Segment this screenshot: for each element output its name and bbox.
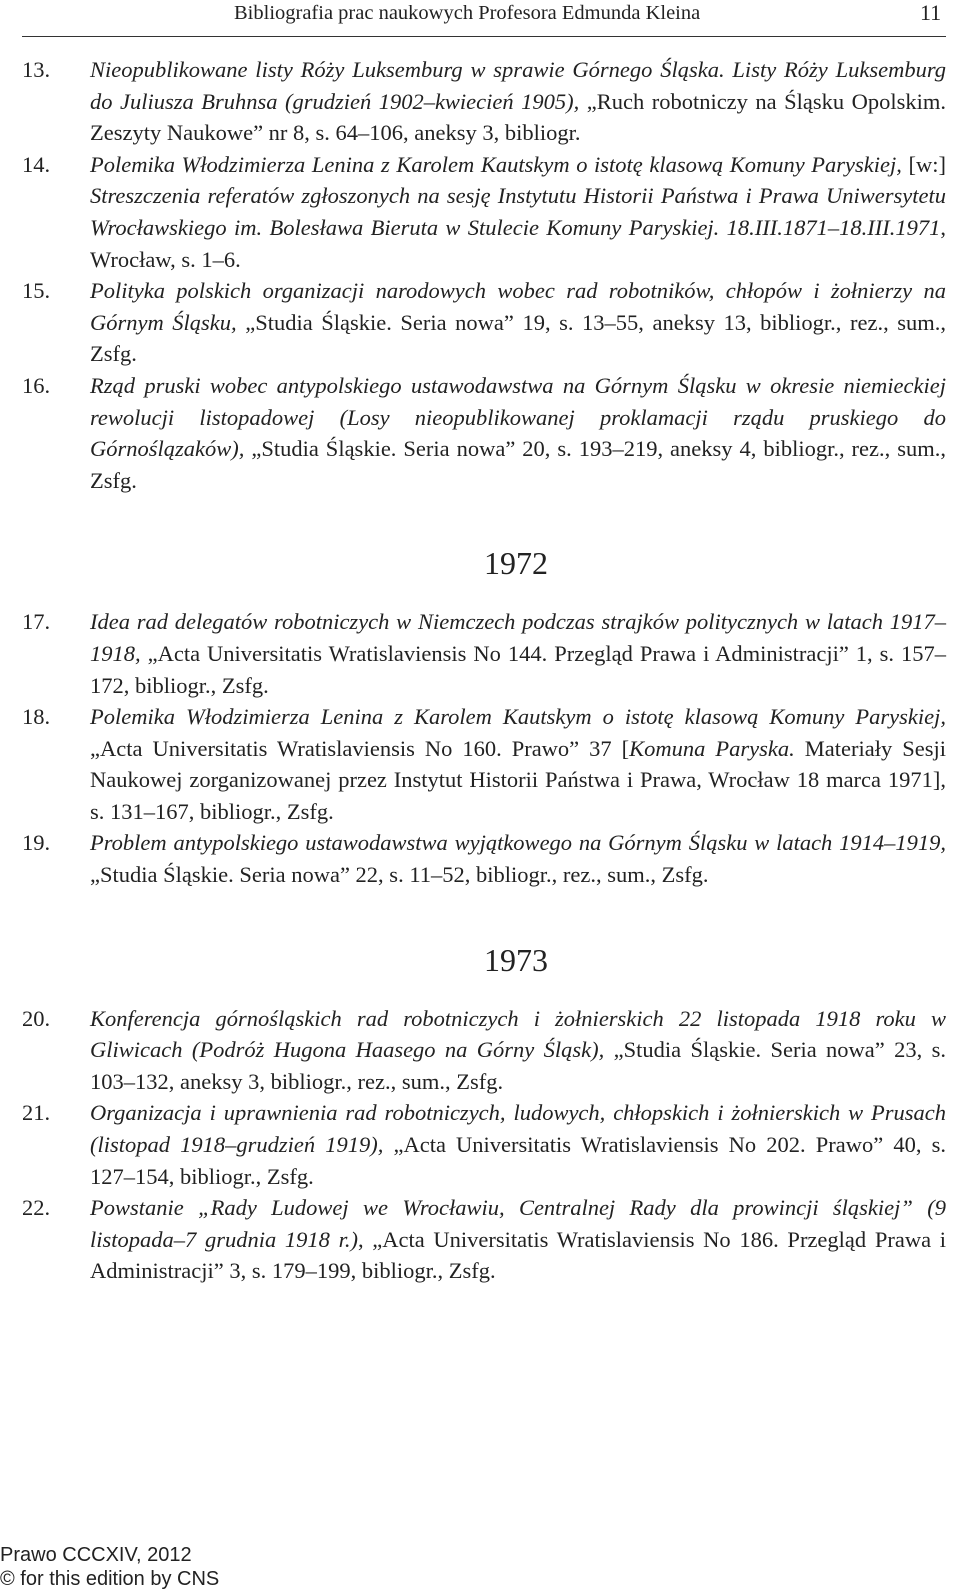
entry-number: 16. <box>22 372 51 398</box>
entry-text <box>90 1003 946 1098</box>
bibliography-entry <box>22 275 946 370</box>
entry-title-part: Organizacja i uprawnienia rad robotniczych, ludowych, chłopskich i żołnierskich w Prusach (listopad 1918–grudzień 1919), <box>90 1100 946 1158</box>
entry-number: 15. <box>22 278 51 304</box>
footer-journal: Prawo CCCXIV, 2012 <box>0 1544 192 1566</box>
entry-number: 18. <box>22 704 51 730</box>
entry-title-part: Polityka polskich organizacji narodowych wobec rad robotników, chłopów i żołnierzy na Górnym Śląsku, <box>90 278 946 335</box>
entry-publication-part: „Studia Śląskie. Seria nowa” 22, s. 11–52, bibliogr., rez., sum., Zsfg. <box>90 862 709 888</box>
year-heading-1973: 1973 <box>484 941 548 978</box>
entry-title-part: Powstanie „Rady Ludowej we Wrocławiu, Centralnej Rady dla prowincji śląskiej” (9 listopada–7 grudnia 1918 r.) <box>90 1195 946 1252</box>
year-heading-1972: 1972 <box>484 545 548 582</box>
entry-title-part: Komuna Paryska. <box>629 735 795 761</box>
entry-publication-part: „Studia Śląskie. Seria nowa” 19, s. 13–55, aneksy 13, bibliogr., rez., sum., Zsfg. <box>90 309 946 367</box>
bibliography-entry <box>22 1003 946 1098</box>
page-footer <box>0 1543 219 1591</box>
entry-title-part: Nieopublikowane listy Róży Luksemburg w sprawie Górnego Śląska. Listy Róży Luksemburg do Juliusza Bruhnsa (grudzień 1902–kwiecień 1905), <box>90 57 946 114</box>
entry-publication-part: „Ruch robotniczy na Śląsku Opolskim. Zeszyty Naukowe” nr 8, s. 64–106, aneksy 3, bibliogr. <box>90 88 946 146</box>
entry-text <box>90 370 946 496</box>
entry-number: 21. <box>22 1100 51 1126</box>
entry-text <box>90 701 946 827</box>
entry-number: 19. <box>22 830 51 856</box>
entry-text <box>90 275 946 370</box>
bibliography-entry <box>22 54 946 149</box>
header-rule <box>22 36 946 37</box>
bibliography-entry <box>22 1097 946 1192</box>
entry-title-part: Idea rad delegatów robotniczych w Niemczech podczas strajków politycznych w latach 1917–1918, <box>90 609 946 666</box>
bibliography-entry <box>22 149 946 275</box>
entry-publication-part: „Acta Universitatis Wratislaviensis No 160. Prawo” 37 [ <box>90 735 630 761</box>
running-header-title: Bibliografia prac naukowych Profesora Edmunda Kleina <box>234 2 701 24</box>
bibliography-list <box>22 54 946 1287</box>
footer-copyright: © for this edition by CNS <box>0 1568 220 1590</box>
bibliography-entry <box>22 827 946 890</box>
entry-number: 17. <box>22 609 51 635</box>
entry-number: 13. <box>22 57 51 82</box>
entry-text <box>90 1097 946 1192</box>
entry-text <box>90 149 946 275</box>
entry-number: 20. <box>22 1005 51 1031</box>
entry-publication-part: , Wrocław, s. 1–6. <box>90 214 946 272</box>
bibliography-entry <box>22 701 946 827</box>
entry-number: 14. <box>22 151 51 177</box>
entry-publication-part: „Studia Śląskie. Seria nowa” 23, s. 103–132, aneksy 3, bibliogr., rez., sum., Zsfg. <box>90 1037 946 1094</box>
bibliography-entry <box>22 370 946 496</box>
entry-text <box>90 827 946 890</box>
entry-title-part: Streszczenia referatów zgłoszonych na sesję Instytutu Historii Państwa i Prawa Uniwersytetu Wrocławskiego im. Bolesława Bieruta w Stulecie Komuny Paryskiej. 18.III.1871–18.III.1971 <box>90 183 946 240</box>
entry-number: 22. <box>22 1195 51 1221</box>
entry-title-part: Rząd pruski wobec antypolskiego ustawodawstwa na Górnym Śląsku w okresie niemieckiej rewolucji listopadowej (Losy nieopublikowanej proklamacji rządu pruskiego do Górnoślązaków), <box>90 372 946 462</box>
entry-text <box>90 1192 946 1287</box>
entry-text <box>90 54 946 149</box>
entry-title-part: Polemika Włodzimierza Lenina z Karolem Kautskym o istotę klasową Komuny Paryskiej, <box>90 704 946 730</box>
entry-title-part: Problem antypolskiego ustawodawstwa wyjątkowego na Górnym Śląsku w latach 1914–1919, <box>90 830 946 856</box>
bibliography-entry <box>22 606 946 701</box>
entry-title-part: Polemika Włodzimierza Lenina z Karolem Kautskym o istotę klasową Komuny Paryskiej, <box>90 151 902 177</box>
entry-publication-part: , „Acta Universitatis Wratislaviensis No 186. Przegląd Prawa i Administracji” 3, s. 179–199, bibliogr., Zsfg. <box>90 1226 947 1284</box>
bibliography-entry <box>22 1192 946 1287</box>
entry-title-part: Konferencja górnośląskich rad robotniczych i żołnierskich 22 listopada 1918 roku w Gliwicach (Podróż Hugona Haasego na Górny Śląsk), <box>90 1005 946 1063</box>
page-number: 11 <box>920 0 942 25</box>
entry-publication-part: [w:] <box>901 151 946 177</box>
entry-publication-part: „Acta Universitatis Wratislaviensis No 144. Przegląd Prawa i Administracji” 1, s. 157–172, bibliogr., Zsfg. <box>90 640 946 698</box>
entry-publication-part: „Studia Śląskie. Seria nowa” 20, s. 193–219, aneksy 4, bibliogr., rez., sum., Zsfg. <box>90 436 946 493</box>
running-header <box>0 0 960 30</box>
entry-publication-part: „Acta Universitatis Wratislaviensis No 202. Prawo” 40, s. 127–154, bibliogr., Zsfg. <box>90 1132 946 1189</box>
entry-publication-part: Materiały Sesji Naukowej zorganizowanej przez Instytut Historii Państwa i Prawa, Wrocław 18 marca 1971], s. 131–167, bibliogr., Zsfg. <box>90 735 946 824</box>
entry-text <box>90 606 946 701</box>
